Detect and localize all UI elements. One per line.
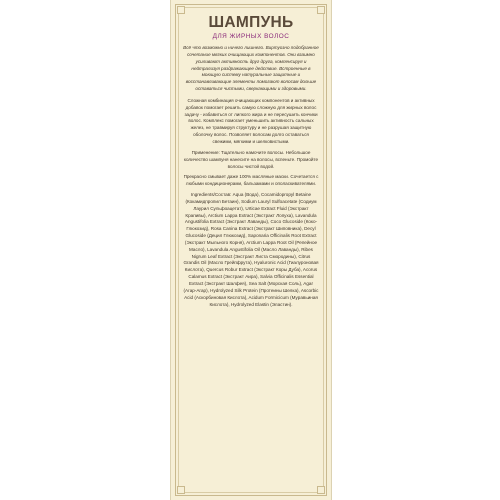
product-subtitle: ДЛЯ ЖИРНЫХ ВОЛОС: [212, 33, 290, 40]
product-label: [170, 0, 332, 500]
intro-text: Всё что возможно и ничего лишнего. Виртуозно подобранное сочетание мягких очищающих компонентов. Они взаимно усиливают активность друг друга, компенсируя и нейтрализуя раздражающее действие. Встроенные в моющую систему натуральные защитные и восстанавливающие элементы помогают волосам дольше оставаться чистыми, сверкающими и здоровыми.: [183, 45, 319, 92]
ingredients-text: Ingredients/Состав: Aqua (Вода), Cocamidopropyl Betaine (Кокамидпропил Бетаин), Sodium Lauryl Sulfoacetate (Содиум Лаурил Сульфоацетат), Urticae Extract Fluid (Экстракт Крапивы), Arctium Lappa Extract (Экстракт Лопуха), Lavandula Angustifolia Extract (Экстракт Лаванды), Coco Glucoside (Коко-Глюкозид), Rosa Canina Extract (Экстракт Шиповника), Decyl Glucoside (Децил Глюкозид), Saponaria Officinalis Root Extract (Экстракт Мыльного Корня), Arctium Lappa Root Oil (Репейное Масло), Lavandula Angustifolia Oil (Масло Лаванды), Ribes Nigrum Leaf Extract (Экстракт Листа Смородины), Citrus Grandis Oil (Масло Грейпфрута), Hyaluronic Acid (Гиалуроновая Кислота), Quercus Robur Extract (Экстракт Коры Дуба), Acorus Calamus Extract (Экстракт Аира), Salvia Officinalis Essential Extract (Экстракт Шалфея), Sea Salt (Морская Соль), Agar (Агар-Агар), Hydrolyzed Silk Protein (Протеины Шелка), Ascorbic Acid (Аскорбиновая Кислота), Acidum Formicicum (Муравьиная Кислота), Hydrolyzed Elastin (Эластин).: [183, 192, 319, 307]
corner-ornament: [177, 6, 185, 14]
corner-ornament: [177, 486, 185, 494]
compatibility-text: Прекрасно смывает даже 100% масляные маски. Сочетается с любыми кондиционерами, бальзамами и ополаскивателями.: [183, 174, 319, 187]
usage-text: Применение: Тщательно намочите волосы. Небольшое количество шампуня нанесите на волосы, вспеньте. Промойте волосы чистой водой.: [183, 149, 319, 169]
description-text: Сложная комбинация очищающих компонентов и активных добавок помогает решить самую сложную для жирных волос задачу - избавиться от липкого жира и не пересушить кончики волос. Комплекс помогает уменьшить активность сальных желез, не травмируя структуру и не разрушая защитную оболочку волос. Позволяет волосам долго оставаться свежими, мягкими и шелковистыми.: [184, 97, 318, 144]
corner-ornament: [317, 6, 325, 14]
product-title: ШАМПУНЬ: [208, 14, 294, 31]
corner-ornament: [317, 486, 325, 494]
label-content: [183, 14, 319, 308]
